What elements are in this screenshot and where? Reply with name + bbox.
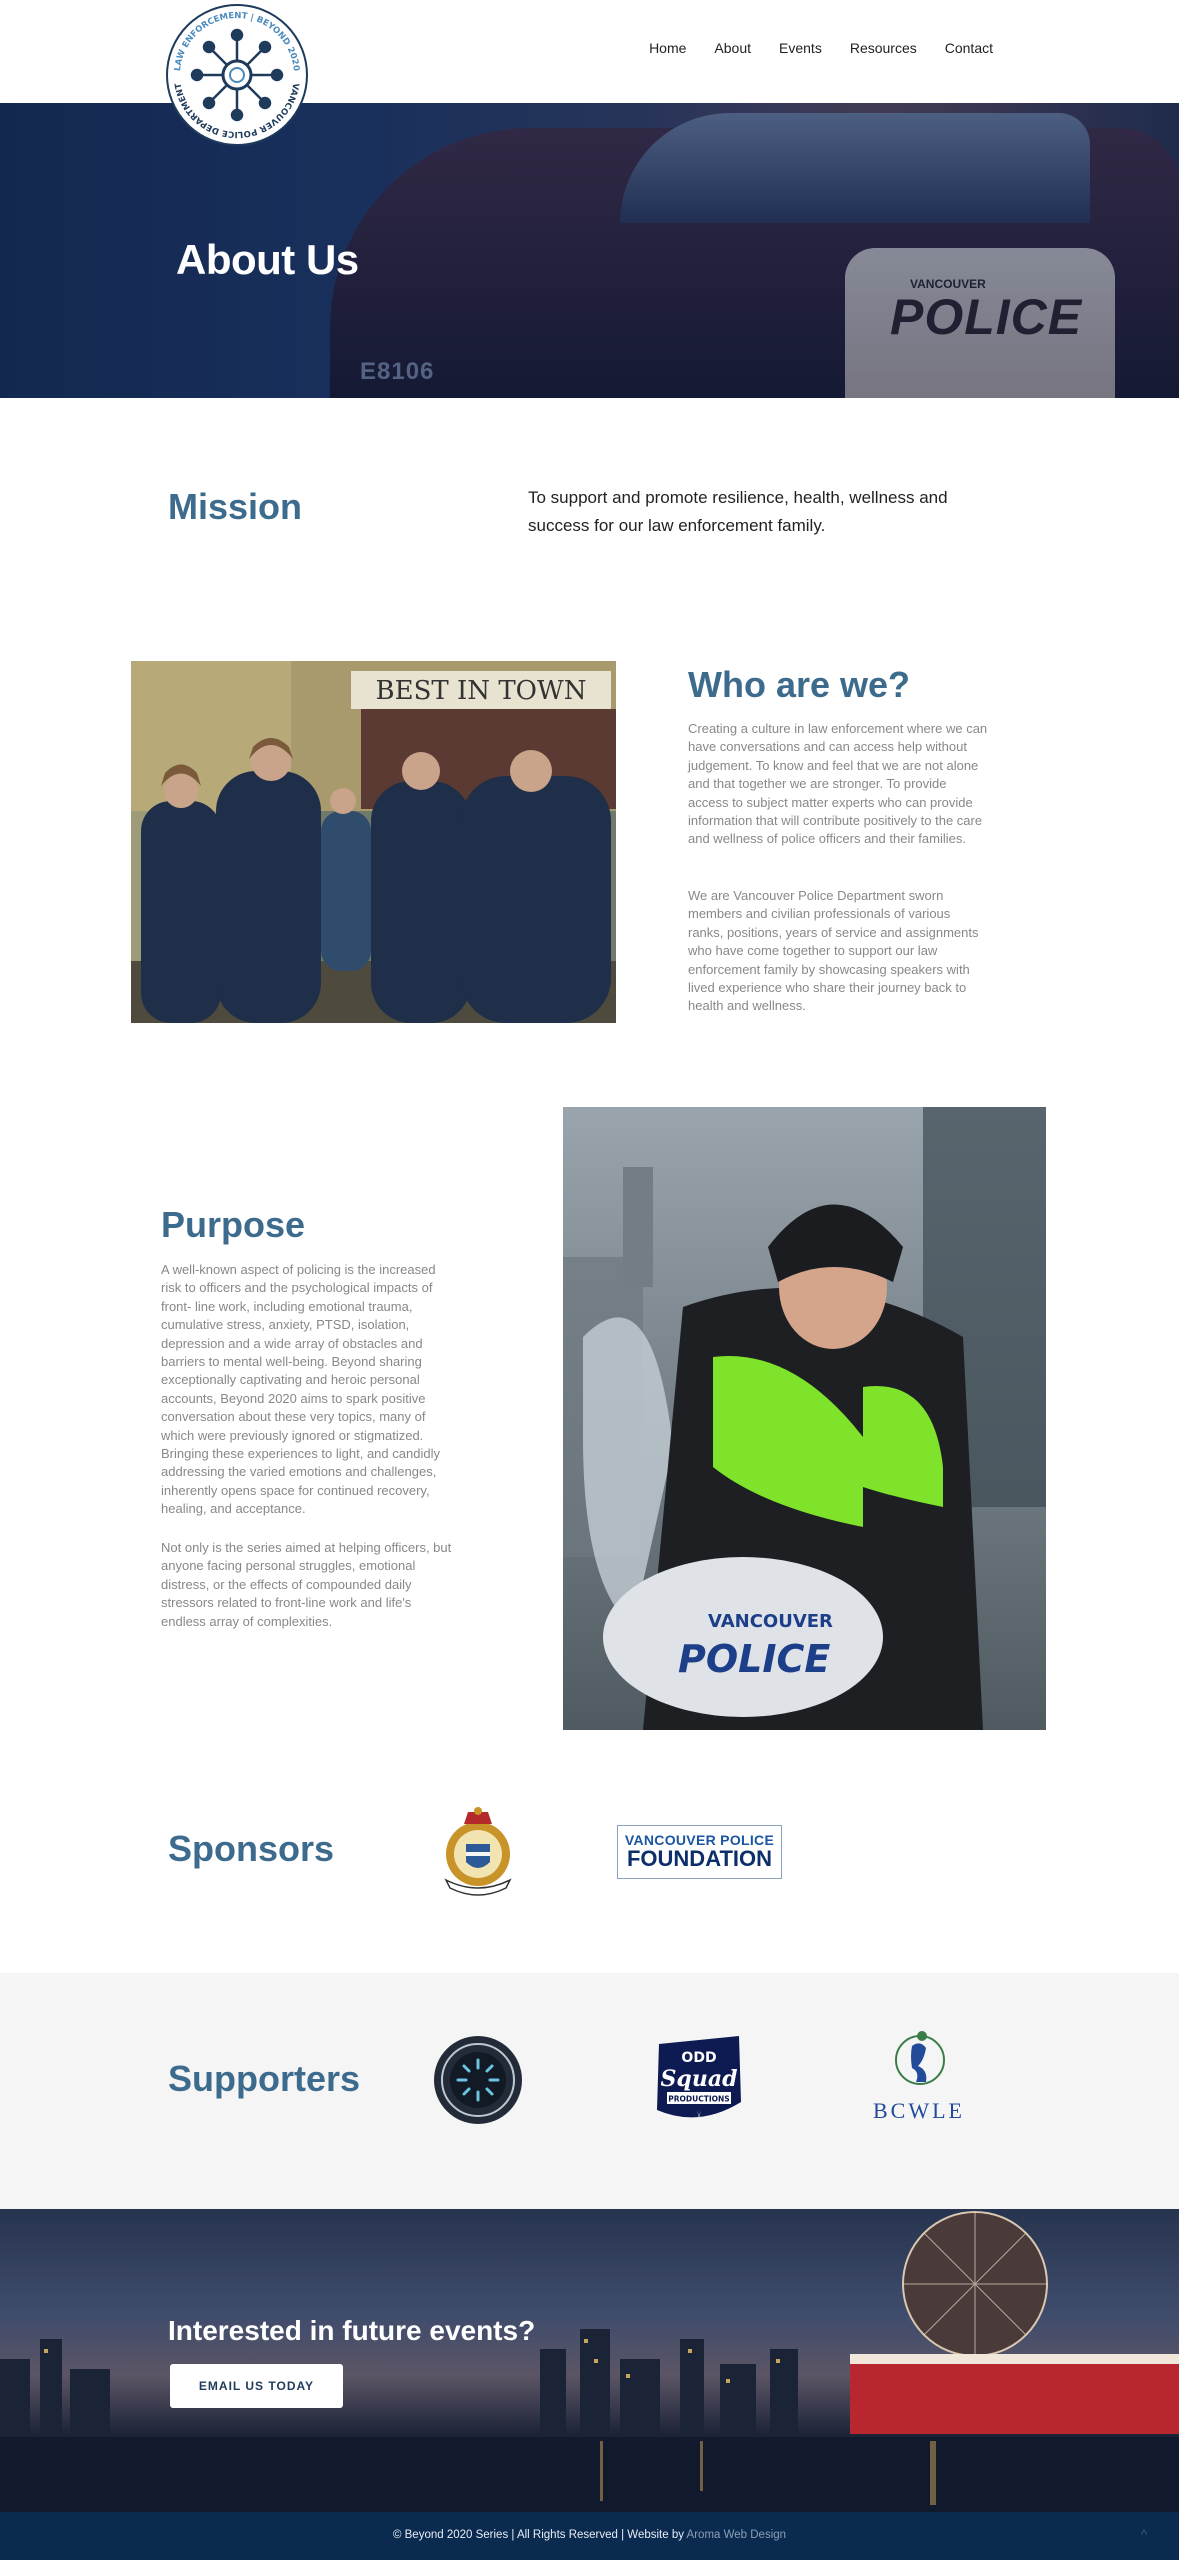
bcwle-wordmark: BCWLE: [873, 2098, 965, 2123]
vpd-crest-logo[interactable]: [436, 1804, 520, 1896]
email-us-button[interactable]: EMAIL US TODAY: [170, 2364, 343, 2408]
footer-text: [393, 2529, 786, 2541]
svg-text:VANCOUVER: VANCOUVER: [708, 1611, 833, 1632]
future-events-cta: [0, 2209, 1179, 2512]
motorcycle-officer-photo: [563, 1107, 1046, 1730]
nav-home[interactable]: Home: [649, 40, 687, 56]
page-title: About Us: [176, 236, 359, 283]
purpose-paragraph-1: A well-known aspect of policing is the increased risk to officers and the psychological impacts of front- line work, including emotional trauma, cumulative stress, anxiety, PTSD, isolation, depression and a wide array of obstacles and barriers to mental well-being. Beyond sharing exceptionally captivating and heroic personal accounts, Beyond 2020 aims to spark positive conversation about these very topics, many of which were previously ignored or stigmatized. Bringing these experiences to light, and candidly addressing the varied emotions and challenges, inherently opens space for continued recovery, healing, and acceptance.: [161, 1262, 440, 1517]
officers-walking-photo: [131, 661, 616, 1023]
svg-text:VANCOUVER POLICE DEPARTMENT: VANCOUVER POLICE DEPARTMENT: [173, 82, 301, 140]
who-paragraph-1: Creating a culture in law enforcement where we can have conversations and can access help without judgement. To know and feel that we are not alone and that together we are stronger. To provide access to subject matter experts who can provide information that will contribute positively to the care and wellness of police officers and their families.: [688, 721, 988, 847]
svg-text:POLICE: POLICE: [678, 1637, 831, 1681]
svg-text:Squad: Squad: [660, 2066, 738, 2092]
personal-safety-badge-logo[interactable]: [432, 2034, 524, 2126]
car-door-police-text: POLICE: [890, 289, 1083, 345]
purpose-heading: Purpose: [161, 1204, 306, 1245]
supporters-heading: Supporters: [168, 2058, 361, 2099]
who-are-we-heading: Who are we?: [688, 664, 911, 705]
main-nav: [621, 40, 993, 56]
scroll-to-top-icon[interactable]: ^: [1140, 2526, 1148, 2542]
nav-resources[interactable]: Resources: [849, 40, 917, 56]
svg-text:BEST IN TOWN: BEST IN TOWN: [375, 676, 587, 706]
svg-text:PRODUCTIONS: PRODUCTIONS: [668, 2094, 730, 2104]
sponsors-heading: Sponsors: [168, 1828, 335, 1869]
nav-contact[interactable]: Contact: [944, 40, 993, 56]
car-plate-number: E8106: [360, 358, 435, 385]
car-door-subtext: VANCOUVER: [910, 277, 986, 291]
site-footer: [0, 2512, 1179, 2560]
mission-text: To support and promote resilience, health, wellness and success for our law enforcement family.: [528, 488, 948, 535]
purpose-paragraph-2: Not only is the series aimed at helping officers, but anyone facing personal struggles, emotional distress, or the effects of compounded daily stressors related to front-line work and life's endless array of complexities.: [161, 1540, 452, 1629]
svg-text:ODD: ODD: [681, 2050, 717, 2066]
odd-squad-productions-logo[interactable]: [651, 2032, 747, 2128]
nav-about[interactable]: About: [714, 40, 752, 56]
nav-events[interactable]: Events: [779, 40, 822, 56]
beyond-2020-logo[interactable]: [162, 0, 312, 150]
who-paragraph-2: We are Vancouver Police Department sworn members and civilian professionals of various ranks, positions, years of service and assignments who have come together to support our law enforcement family by showcasing speakers with lived experience who share their journey back to health and wellness.: [688, 888, 979, 1014]
cta-heading: Interested in future events?: [168, 2315, 536, 2346]
aroma-web-design-link[interactable]: Aroma Web Design: [686, 2529, 787, 2541]
copyright-text: © Beyond 2020 Series | All Rights Reserved | Website by: [392, 2529, 684, 2541]
vpf-line2: FOUNDATION: [626, 1846, 773, 1871]
vancouver-police-foundation-logo[interactable]: [617, 1825, 782, 1879]
vpf-line1: VANCOUVER POLICE: [624, 1832, 775, 1848]
mission-heading: Mission: [168, 486, 303, 527]
svg-text:LAW ENFORCEMENT | BEYOND 2020: LAW ENFORCEMENT | BEYOND 2020: [173, 10, 301, 72]
